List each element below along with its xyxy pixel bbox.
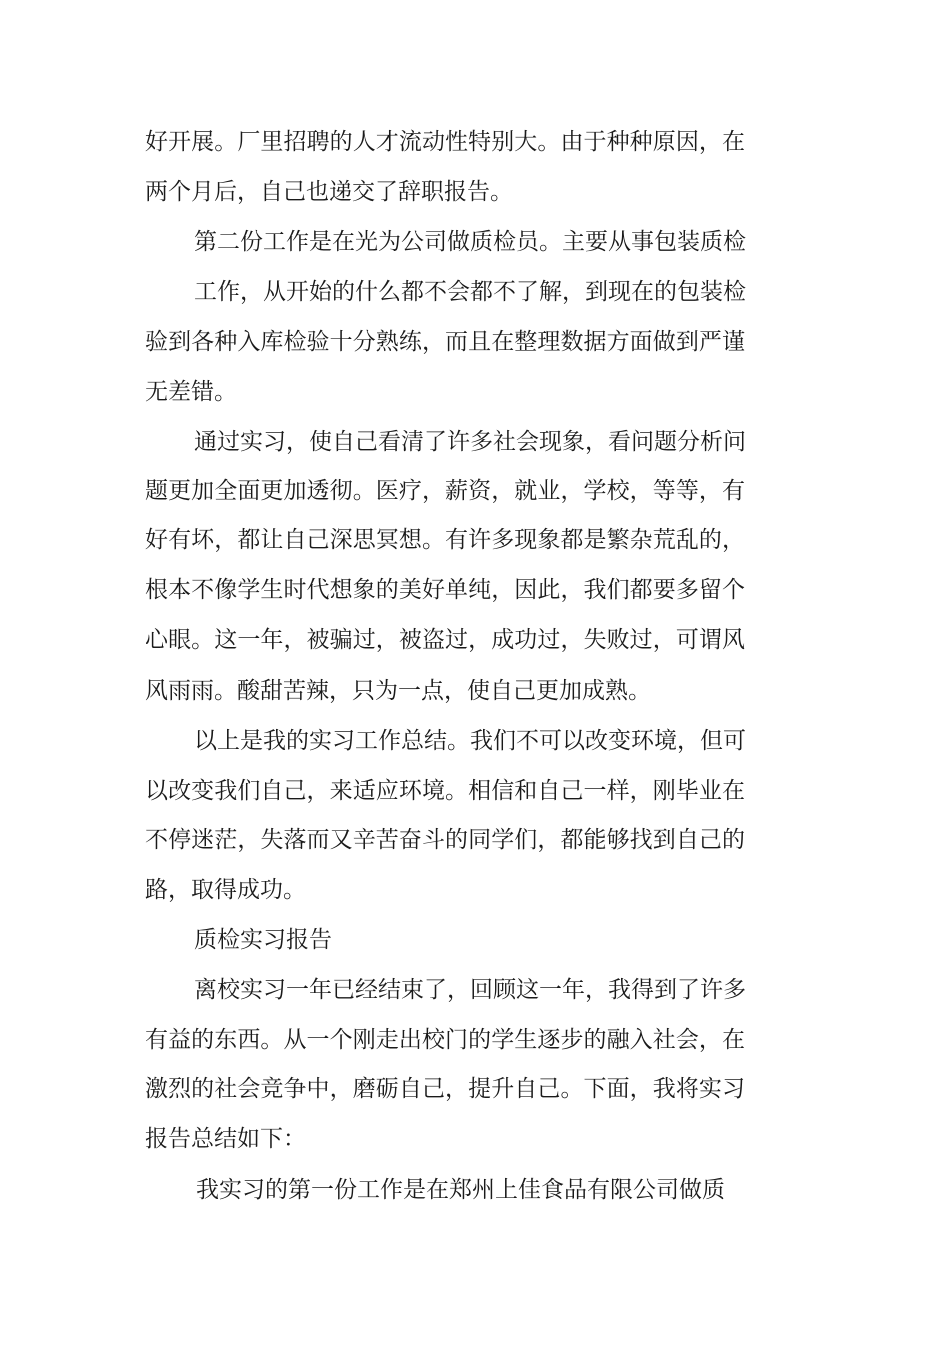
text-line: 题更加全面更加透彻。医疗，薪资，就业，学校，等等，有	[145, 478, 745, 504]
text-line: 第二份工作是在光为公司做质检员。主要从事包装质检	[194, 229, 746, 255]
section-heading: 质检实习报告	[194, 927, 332, 953]
text-line: 通过实习，使自己看清了许多社会现象，看问题分析问	[194, 429, 746, 455]
text-line: 路，取得成功。	[145, 877, 306, 903]
text-line: 以上是我的实习工作总结。我们不可以改变环境，但可	[194, 728, 746, 754]
text-line: 无差错。	[145, 379, 237, 405]
text-line: 心眼。这一年，被骗过，被盗过，成功过，失败过，可谓风	[145, 627, 745, 653]
text-line: 报告总结如下：	[145, 1126, 306, 1152]
text-line: 好开展。厂里招聘的人才流动性特别大。由于种种原因，在	[145, 129, 745, 155]
text-line: 风雨雨。酸甜苦辣，只为一点，使自己更加成熟。	[145, 678, 651, 704]
text-line: 好有坏，都让自己深思冥想。有许多现象都是繁杂荒乱的，	[145, 527, 745, 553]
text-line: 工作，从开始的什么都不会都不了解，到现在的包装检	[194, 279, 746, 305]
text-line: 激烈的社会竞争中，磨砺自己，提升自己。下面，我将实习	[145, 1076, 745, 1102]
text-line: 以改变我们自己，来适应环境。相信和自己一样，刚毕业在	[145, 778, 745, 804]
text-line: 验到各种入库检验十分熟练，而且在整理数据方面做到严谨	[145, 329, 745, 355]
text-line: 我实习的第一份工作是在郑州上佳食品有限公司做质	[196, 1177, 725, 1203]
text-line: 不停迷茫，失落而又辛苦奋斗的同学们，都能够找到自己的	[145, 827, 745, 853]
text-line: 有益的东西。从一个刚走出校门的学生逐步的融入社会，在	[145, 1027, 745, 1053]
text-line: 根本不像学生时代想象的美好单纯，因此，我们都要多留个	[145, 577, 745, 603]
text-line: 离校实习一年已经结束了，回顾这一年，我得到了许多	[194, 977, 746, 1003]
text-line: 两个月后，自己也递交了辞职报告。	[145, 179, 513, 205]
